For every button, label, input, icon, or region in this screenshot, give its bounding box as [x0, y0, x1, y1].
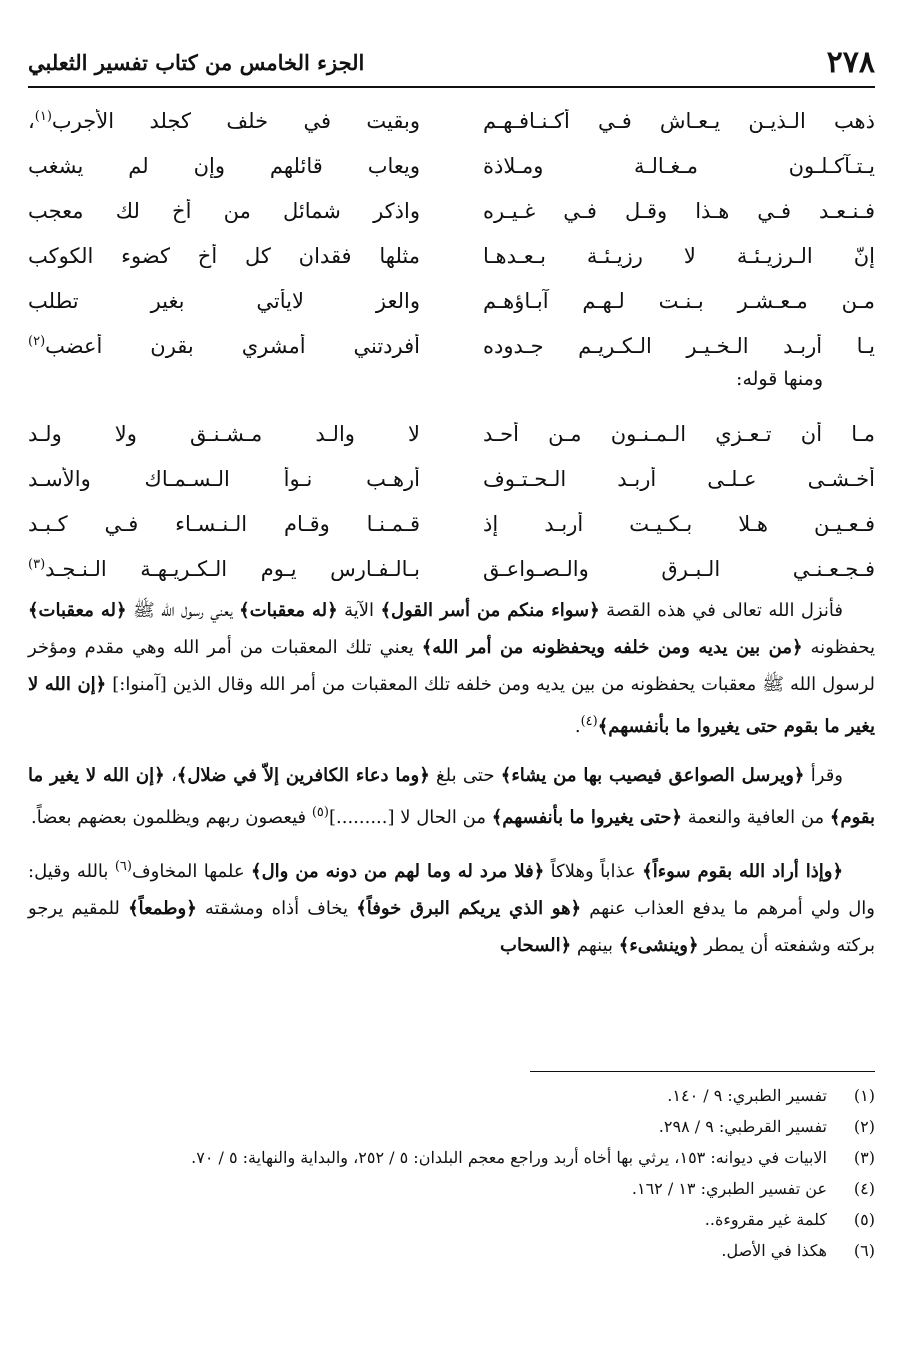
- footnote-text: هكذا في الأصل.: [721, 1241, 827, 1260]
- verse-first-hemistich: يـتـآكـلـون مـغـالـة ومـلاذة: [483, 153, 875, 178]
- footnote-item: [28, 1080, 875, 1111]
- footnote-marker: (٤): [580, 714, 598, 729]
- verse-line: [28, 233, 875, 278]
- verse-second-hemistich: [28, 467, 420, 491]
- commentary-segment: من الحال لا [.........]: [328, 807, 492, 828]
- verse-second-hemistich: [28, 289, 420, 313]
- quran-quote: ﴿إن الله لا يغير ما بقوم حتى يغيروا ما بأنفسهم﴾: [28, 674, 875, 737]
- header-rule: [28, 86, 875, 88]
- quran-quote: ﴿هو الذي يريكم البرق خوفاً﴾: [356, 898, 582, 919]
- verse-second-hemistich: [28, 512, 420, 536]
- poem-block-2: [28, 411, 875, 591]
- footnote-text: الابيات في ديوانه: ١٥٣، يرثي بها أخاه أربد وراجع معجم البلدان: ٥ / ٢٥٢، والبداية والنهاية: ٥ / ٧٠.: [191, 1148, 827, 1167]
- commentary-segment: بالله وقيل: وال ولي أمرهم ما يدفع العذاب عنهم: [28, 861, 875, 919]
- quran-quote: ﴿السحاب: [500, 935, 572, 956]
- commentary-segment: عذاباً وهلاكاً: [544, 861, 643, 882]
- verse-second-hemistich: [28, 422, 420, 446]
- poem-intro: ومنها قوله:: [736, 368, 823, 390]
- footnote-number: (٢): [853, 1117, 875, 1136]
- quran-quote: ﴿ويرسل الصواعق فيصيب بها من يشاء﴾: [500, 765, 805, 786]
- hemistich-text: والعز لايأتي بغير تطلب: [28, 288, 420, 313]
- poem-block-1: [28, 98, 875, 368]
- verse-first-hemistich: فـعـيـن هـلا بـكـيـت أربـد إذ: [483, 511, 875, 536]
- commentary-segment: يخاف أذاه ومشقته: [196, 898, 357, 919]
- verse-punctuation: ،: [28, 108, 35, 133]
- hemistich-text: وبقيت في خلف كجلد الأجرب: [51, 108, 420, 133]
- footnote-text: عن تفسير الطبري: ١٣ / ١٦٢.: [631, 1179, 827, 1198]
- verse-first-hemistich: إنّ الـرزيـئـة لا رزيـئـة بـعـدهـا: [483, 243, 875, 268]
- hemistich-text: مثلها فقدان كل أخ كضوء الكوكب: [28, 243, 420, 268]
- verse-line: [28, 188, 875, 233]
- verse-line: [28, 501, 875, 546]
- page-number: ٢٧٨: [826, 44, 875, 80]
- quran-quote: ﴿من بين يديه ومن خلفه ويحفظونه من أمر الله﴾: [421, 637, 803, 658]
- hemistich-text: واذكر شمائل من أخ لك معجب: [28, 198, 420, 223]
- commentary-paragraph: [28, 848, 875, 964]
- footnote-number: (٣): [853, 1148, 875, 1167]
- footnote-marker: (١): [34, 108, 52, 124]
- footnote-number: (٤): [853, 1179, 875, 1198]
- footnote-number: (٥): [853, 1210, 875, 1229]
- verse-second-hemistich: [28, 109, 420, 133]
- verse-first-hemistich: مـا أن تـعـزي الـمـنـون مـن أحـد: [483, 421, 875, 446]
- commentary-paragraph: [28, 757, 875, 836]
- commentary-segment: حتى بلغ: [429, 765, 501, 786]
- page-header: [28, 42, 875, 82]
- verse-second-hemistich: [28, 244, 420, 268]
- footnote-rule: [530, 1071, 875, 1072]
- commentary-segment: .: [574, 716, 581, 737]
- footnote-item: [28, 1142, 875, 1173]
- commentary-segment: فيعصون ربهم ويظلمون بعضهم بعضاً.: [30, 807, 312, 828]
- hemistich-text: بـالـفـارس يـوم الـكـريـهـة الـنـجـد: [45, 556, 420, 581]
- quran-quote: ﴿وطمعاً﴾: [128, 898, 197, 919]
- commentary-segment: وقرأ: [804, 765, 843, 786]
- quran-quote: ﴿فلا مرد له وما لهم من دونه من وال﴾: [251, 861, 545, 882]
- verse-line: [28, 323, 875, 368]
- hemistich-text: لا والـد مـشـنـق ولا ولـد: [28, 421, 420, 446]
- commentary-segment: ،: [164, 765, 177, 786]
- hemistich-text: أرهـب نـوأ الـسـمـاك والأسـد: [28, 466, 420, 491]
- commentary-segment: يعني تلك المعقبات من أمر الله وهي مقدم ومؤخر لرسول الله ﷺ معقبات يحفظونه من بين يديه ومن خلفه تلك المعقبات من أمر الله وقال الذين [آمنوا:]: [28, 637, 875, 695]
- commentary-text: [28, 592, 875, 976]
- footnote-text: تفسير القرطبي: ٩ / ٢٩٨.: [658, 1117, 827, 1136]
- footnote-item: [28, 1173, 875, 1204]
- footnote-text: تفسير الطبري: ٩ / ١٤٠.: [667, 1086, 827, 1105]
- verse-line: [28, 278, 875, 323]
- hemistich-text: قـمـنـا وقـام الـنـسـاء فـي كـبـد: [28, 511, 420, 536]
- verse-second-hemistich: [28, 334, 420, 358]
- quran-quote: ﴿إن الله لا يغير ما بقوم﴾: [28, 765, 875, 828]
- footnote-item: [28, 1235, 875, 1266]
- verse-first-hemistich: فـجـعـنـي الـبـرق والـصـواعـق: [483, 556, 875, 581]
- footnote-marker: (٣): [28, 556, 46, 572]
- running-title: الجزء الخامس من كتاب تفسير الثعلبي: [28, 49, 365, 75]
- quran-quote: ﴿له معقبات﴾: [28, 600, 127, 621]
- quran-quote: ﴿حتى يغيروا ما بأنفسهم﴾: [491, 807, 682, 828]
- verse-first-hemistich: مـن مـعـشـر بـنـت لـهـم آبـاؤهـم: [483, 288, 875, 313]
- footnote-item: [28, 1111, 875, 1142]
- commentary-segment: فأنزل الله تعالى في هذه القصة: [599, 600, 844, 621]
- verse-line: [28, 546, 875, 591]
- commentary-segment: الآية: [337, 600, 381, 621]
- commentary-segment: بينهم: [571, 935, 619, 956]
- quran-quote: ﴿وإذا أراد الله بقوم سوءاً﴾: [642, 861, 844, 882]
- footnotes: [28, 1080, 875, 1266]
- verse-first-hemistich: أخـشـى عـلـى أربـد الـحـتـوف: [483, 466, 875, 491]
- verse-first-hemistich: ذهب الـذيـن يـعـاش فـي أكـنـافـهـم: [483, 108, 875, 133]
- verse-first-hemistich: يـا أربـد الـخـيـر الـكـريـم جـدوده: [483, 333, 875, 358]
- verse-line: [28, 411, 875, 456]
- footnote-marker: (٢): [28, 333, 46, 349]
- quran-quote: ﴿له معقبات﴾: [239, 600, 338, 621]
- hemistich-text: أفردتني أمشري بقرن أعضب: [45, 333, 420, 358]
- verse-first-hemistich: فـنـعـد فـي هـذا وقـل فـي غـيـره: [483, 198, 875, 223]
- quran-quote: ﴿سواء منكم من أسر القول﴾: [380, 600, 600, 621]
- quran-quote: ﴿وينشىء﴾: [618, 935, 699, 956]
- verse-line: [28, 98, 875, 143]
- verse-second-hemistich: [28, 199, 420, 223]
- commentary-segment: علمها المخاوف: [131, 861, 252, 882]
- verse-line: [28, 143, 875, 188]
- footnote-item: [28, 1204, 875, 1235]
- footnote-marker: (٦): [114, 859, 132, 874]
- commentary-segment: للمقيم يرجو بركته وشفعته أن يمطر: [28, 898, 875, 956]
- footnote-text: كلمة غير مقروءة..: [704, 1210, 827, 1229]
- hemistich-text: ويعاب قائلهم وإن لم يشغب: [28, 153, 420, 178]
- verse-second-hemistich: [28, 154, 420, 178]
- commentary-paragraph: [28, 592, 875, 745]
- footnote-marker: (٥): [311, 805, 329, 820]
- commentary-segment: من العافية والنعمة: [681, 807, 830, 828]
- quran-quote: ﴿وما دعاء الكافرين إلاّ في ضلال﴾: [176, 765, 430, 786]
- verse-line: [28, 456, 875, 501]
- commentary-segment: يحفظونه: [802, 637, 875, 658]
- commentary-segment: يعني رسول الله ﷺ: [126, 600, 240, 621]
- verse-second-hemistich: [28, 557, 420, 581]
- footnote-number: (٦): [853, 1241, 875, 1260]
- footnote-number: (١): [853, 1086, 875, 1105]
